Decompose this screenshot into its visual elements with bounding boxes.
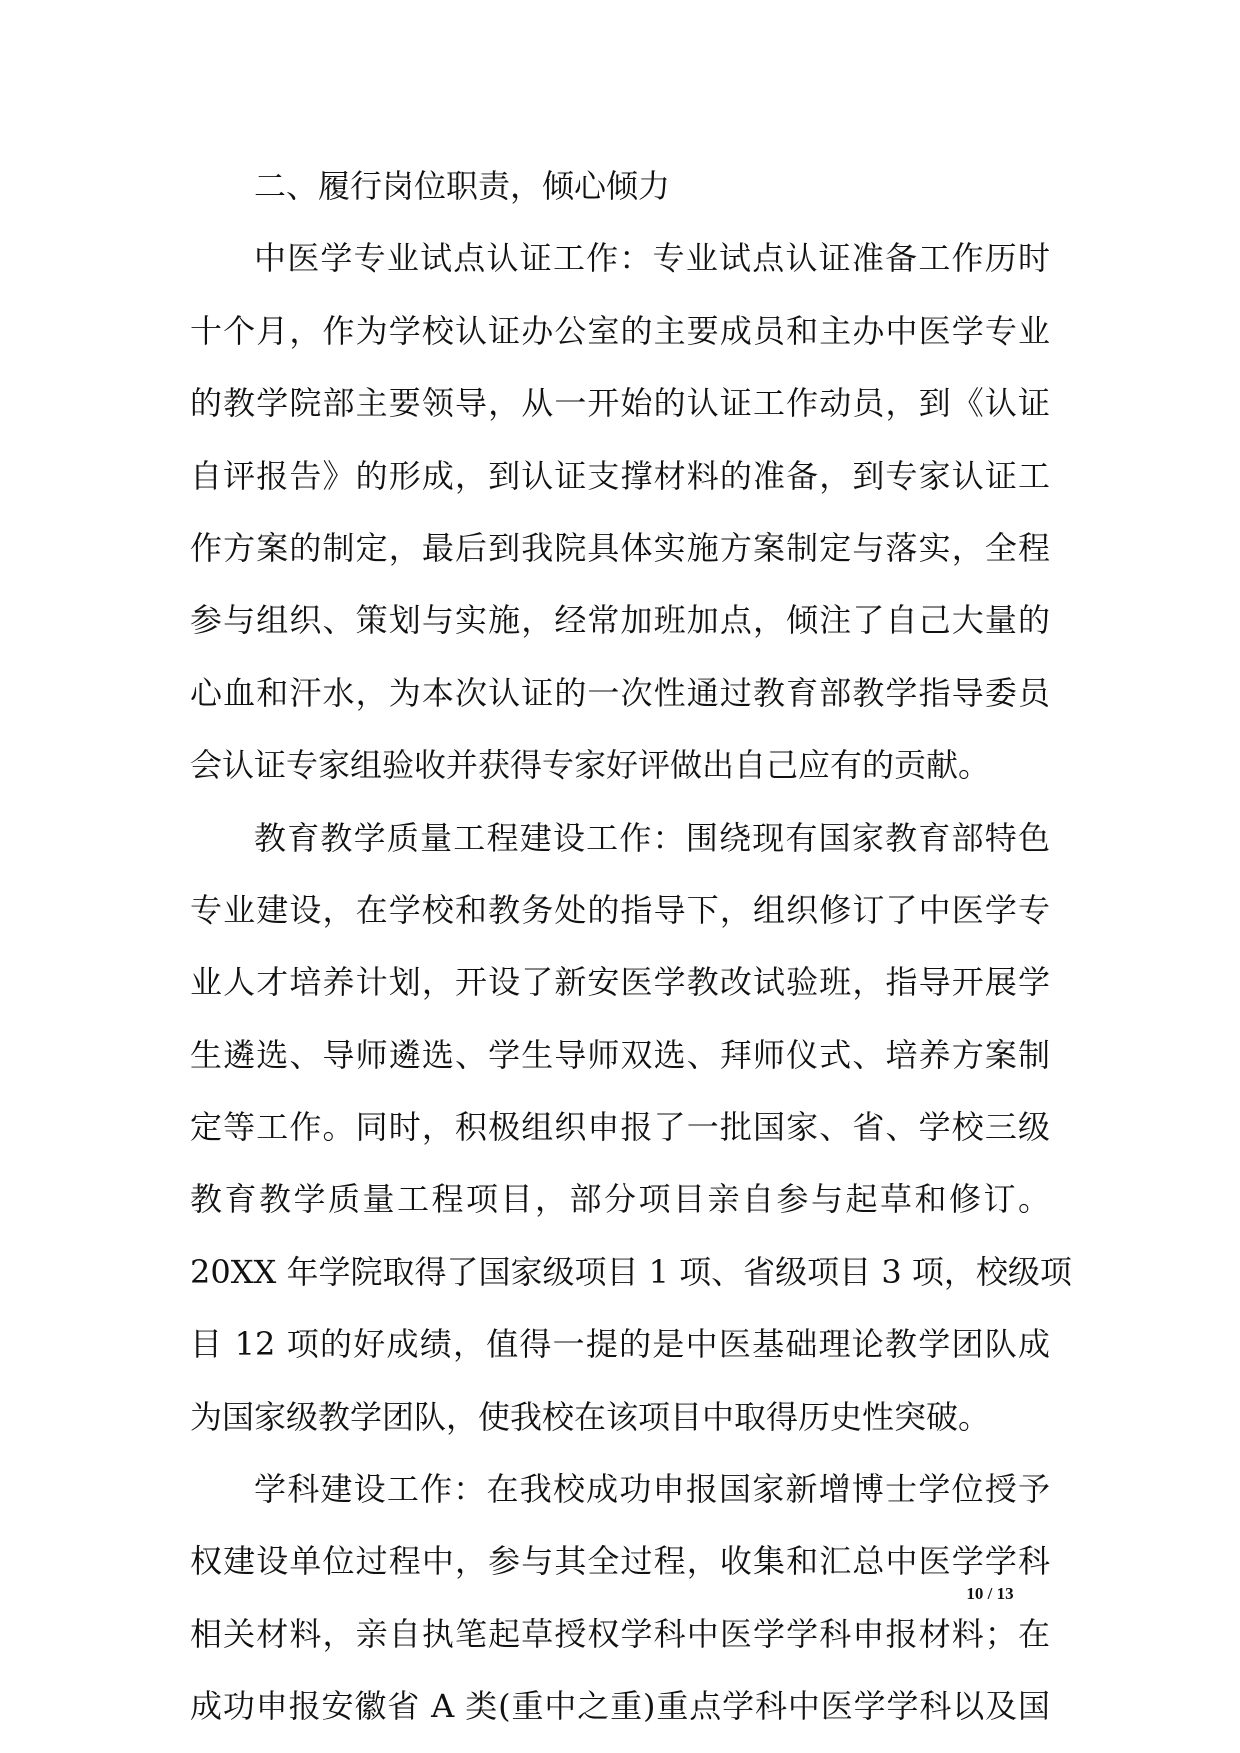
paragraph-line: 专业建设，在学校和教务处的指导下，组织修订了中医学专 [190,890,1050,929]
paragraph-line: 会认证专家组验收并获得专家好评做出自己应有的贡献。 [190,746,991,785]
paragraph-line: 作方案的制定，最后到我院具体实施方案制定与落实，全程 [190,528,1050,567]
paragraph-line: 教育教学质量工程建设工作：围绕现有国家教育部特色 [254,818,1050,857]
paragraph-line: 成功申报安徽省 A 类(重中之重)重点学科中医学学科以及国 [190,1687,1050,1726]
paragraph-line: 教育教学质量工程项目，部分项目亲自参与起草和修订。 [190,1180,1050,1219]
paragraph-line: 的教学院部主要领导，从一开始的认证工作动员，到《认证 [190,384,1050,423]
paragraph-line: 业人才培养计划，开设了新安医学教改试验班，指导开展学 [190,963,1050,1002]
section-heading: 二、履行岗位职责，倾心倾力 [254,167,671,205]
paragraph-line: 十个月，作为学校认证办公室的主要成员和主办中医学专业 [190,311,1050,350]
paragraph-line: 相关材料，亲自执笔起草授权学科中医学学科申报材料；在 [190,1614,1050,1653]
paragraph-line: 目 12 项的好成绩，值得一提的是中医基础理论教学团队成 [190,1325,1050,1364]
paragraph-line: 自评报告》的形成，到认证支撑材料的准备，到专家认证工 [190,456,1050,495]
document-body [190,150,1072,1743]
paragraph-line: 学科建设工作：在我校成功申报国家新增博士学位授予 [254,1470,1050,1509]
paragraph-line: 为国家级教学团队，使我校在该项目中取得历史性突破。 [190,1397,991,1436]
paragraph-line: 心血和汗水，为本次认证的一次性通过教育部教学指导委员 [190,673,1050,712]
paragraph-line: 生遴选、导师遴选、学生导师双选、拜师仪式、培养方案制 [190,1035,1050,1074]
paragraph-line: 权建设单位过程中，参与其全过程，收集和汇总中医学学科 [190,1542,1050,1581]
page-number: 10 / 13 [966,1584,1014,1603]
paragraph-line: 参与组织、策划与实施，经常加班加点，倾注了自己大量的 [190,601,1050,640]
paragraph-line: 定等工作。同时，积极组织申报了一批国家、省、学校三级 [190,1108,1050,1147]
paragraph-line: 20XX 年学院取得了国家级项目 1 项、省级项目 3 项，校级项 [190,1252,1072,1291]
paragraph-line: 中医学专业试点认证工作：专业试点认证准备工作历时 [254,239,1050,278]
